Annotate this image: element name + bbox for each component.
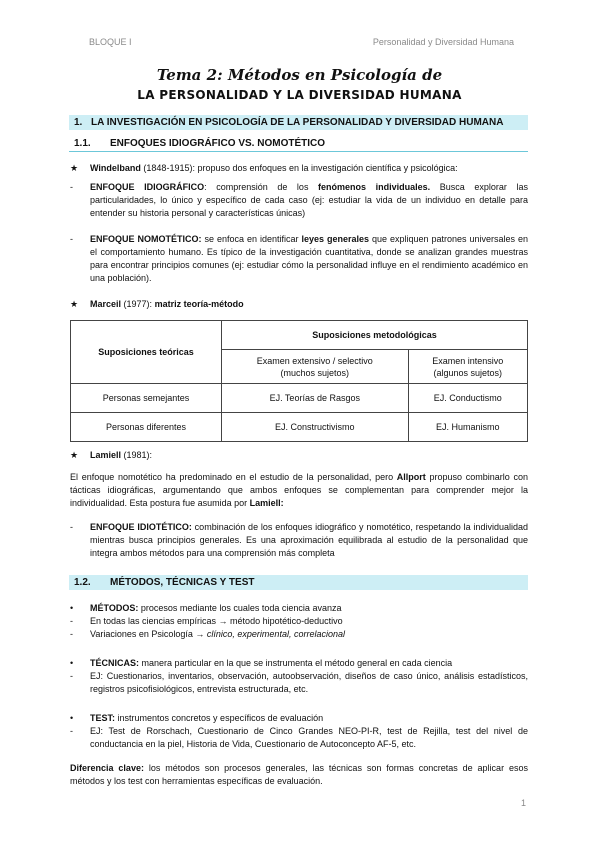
table-row: [71, 413, 528, 442]
subheader-line: Examen intensivo: [432, 355, 504, 366]
section-number: 1.: [74, 117, 83, 128]
subheader-line: (algunos sujetos): [433, 367, 503, 378]
item-italic: clínico, experimental, correlacional: [206, 629, 345, 639]
table-header-row: [71, 321, 528, 350]
section-title: LA INVESTIGACIÓN EN PSICOLOGÍA DE LA PERSONALIDAD Y DIVERSIDAD HUMANA: [91, 117, 504, 128]
dash-bullet: -: [70, 629, 73, 639]
dash-bullet: -: [70, 726, 73, 736]
dash-bullet: -: [70, 522, 73, 532]
dot-bullet: •: [70, 658, 74, 668]
item-bold: leyes generales: [301, 234, 369, 244]
item-text: En todas las ciencias empíricas → método hipotético-deductivo: [90, 616, 343, 626]
item-text: instrumentos concretos y específicos de evaluación: [115, 713, 324, 723]
dash-bullet: -: [70, 671, 73, 681]
section-number: 1.1.: [74, 138, 91, 149]
table-cell: EJ. Conductismo: [408, 384, 527, 413]
table-cell: EJ. Constructivismo: [222, 413, 409, 442]
table-header: Suposiciones teóricas: [71, 321, 222, 384]
item-text: Busca explorar las particularidades, lo único y específico de cada caso (ej: estudiar la vida de un individuo en detalle para entender su historia personal y características únicas): [90, 182, 528, 218]
item-text: (1848-1915): propuso dos enfoques en la investigación científica y psicológica:: [140, 163, 458, 173]
term-label: ENFOQUE IDIOTÉTICO:: [90, 522, 192, 532]
paragraph-text: El enfoque nomotético ha predominado en el estudio de la personalidad, pero: [70, 472, 397, 482]
table-subheader: [222, 350, 409, 384]
subheader-line: (muchos sujetos): [280, 367, 350, 378]
lamiell-paragraph: [70, 471, 528, 510]
table-cell: EJ. Teorías de Rasgos: [222, 384, 409, 413]
table-cell: Personas diferentes: [71, 413, 222, 442]
item-text: (1977):: [121, 299, 155, 309]
header-right: Personalidad y Diversidad Humana: [372, 37, 514, 47]
doc-title-line1: Tema 2: Métodos en Psicología de: [156, 66, 443, 84]
term-label: MÉTODOS:: [90, 603, 139, 613]
idiografico-item: [70, 181, 528, 221]
paragraph-bold: Diferencia clave:: [70, 763, 144, 773]
subheader-line: Examen extensivo / selectivo: [256, 355, 373, 366]
theory-method-matrix-table: [70, 320, 528, 442]
key-difference-paragraph: [70, 762, 528, 788]
item-text: Variaciones en Psicología →: [90, 629, 207, 639]
table-cell: EJ. Humanismo: [408, 413, 527, 442]
page-number: 1: [520, 798, 526, 808]
dash-bullet: -: [70, 616, 73, 626]
paragraph-text: propuso combinarlo con tácticas idiográficas, argumentando que ambos enfoques se complementan para comprender mejor la individualidad. Esta postura fue asumida por: [70, 472, 528, 508]
header-left: BLOQUE I: [89, 37, 132, 47]
term-label: TÉCNICAS:: [90, 658, 139, 668]
dash-bullet: -: [70, 234, 73, 244]
paragraph-text: los métodos son procesos generales, las técnicas son formas concretas de aplicar esos métodos y los test con herramientas específicas de evaluación.: [70, 763, 528, 786]
author-name: Lamiell: [90, 450, 122, 460]
item-text: procesos mediante los cuales toda ciencia avanza: [138, 603, 342, 613]
dash-bullet: -: [70, 182, 73, 192]
item-text: combinación de los enfoques idiográfico y nomotético, respetando la individualidad mientras busca principios generales. Es una aproximación equilibrada al estudio de la personalidad que integra ambos métodos para una comprensión más completa: [90, 522, 528, 558]
paragraph-bold: Allport: [396, 472, 426, 482]
item-bold: matriz teoría-método: [154, 299, 244, 309]
star-bullet: ★: [70, 163, 79, 173]
star-bullet: ★: [70, 450, 79, 460]
test-sub-1: [70, 725, 528, 752]
table-cell: Personas semejantes: [71, 384, 222, 413]
section-1-2-heading: [69, 575, 528, 590]
section-1-1-heading: [69, 137, 528, 152]
item-text: se enfoca en identificar: [201, 234, 302, 244]
item-text: (1981):: [121, 450, 153, 460]
paragraph-bold: Lamiell:: [249, 498, 284, 508]
section-title: MÉTODOS, TÉCNICAS Y TEST: [110, 577, 255, 588]
item-text: EJ: Cuestionarios, inventarios, observación, autoobservación, diseños de caso único, análisis estadísticos, registros psicofisiológicos, entrevista estructurada, etc.: [90, 671, 528, 694]
idiotetico-item: [70, 521, 528, 561]
item-text: manera particular en la que se instrumenta el método general en cada ciencia: [139, 658, 453, 668]
item-text: que expliquen patrones universales en el comportamiento humano. Es típico de la investigación cuantitativa, donde se analizan grandes muestras para encontrar principios comunes (ej: estudiar cómo la personalidad influye en el rendimiento académico en una población).: [90, 234, 528, 283]
item-text: EJ: Test de Rorschach, Cuestionario de Cinco Grandes NEO-PI-R, test de Rejilla, test del nivel de conductancia en la piel, Historia de Vida, Cuestionario de Autoconcepto AF-5, etc.: [90, 726, 528, 749]
table-header: Suposiciones metodológicas: [222, 321, 528, 350]
term-label: ENFOQUE IDIOGRÁFICO: [90, 182, 205, 192]
author-name: Windelband: [90, 163, 141, 173]
table-subheader: [408, 350, 527, 384]
author-name: Marceil: [90, 299, 122, 309]
item-bold: fenómenos individuales.: [318, 182, 431, 192]
section-1-heading: [69, 115, 528, 130]
section-number: 1.2.: [74, 577, 91, 588]
table-row: [71, 384, 528, 413]
star-bullet: ★: [70, 299, 79, 309]
dot-bullet: •: [70, 713, 74, 723]
term-label: TEST:: [90, 713, 116, 723]
nomotetico-item: [70, 233, 528, 287]
section-title: ENFOQUES IDIOGRÁFICO VS. NOMOTÉTICO: [110, 138, 326, 149]
tecnicas-sub-1: [70, 670, 528, 697]
doc-title-line2: LA PERSONALIDAD Y LA DIVERSIDAD HUMANA: [137, 88, 462, 102]
term-label: ENFOQUE NOMOTÉTICO:: [90, 234, 202, 244]
item-text: : comprensión de los: [204, 182, 319, 192]
dot-bullet: •: [70, 603, 74, 613]
